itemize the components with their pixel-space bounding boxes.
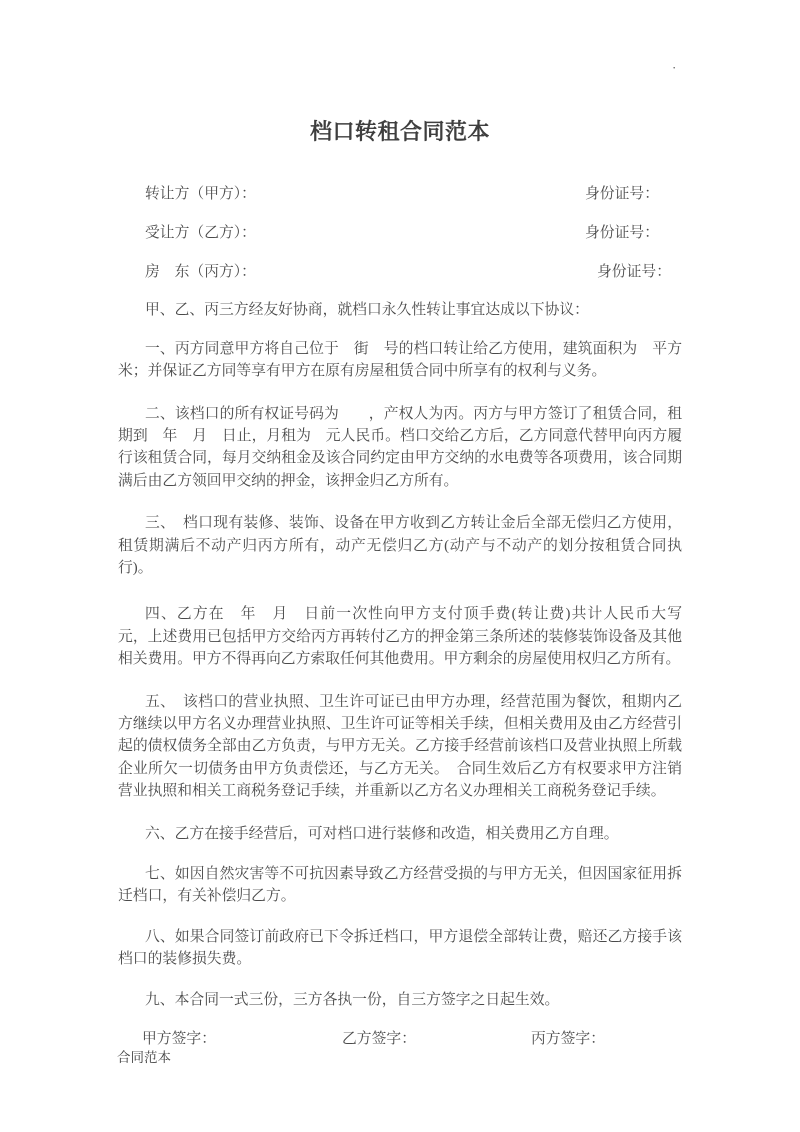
party-b-label: 受让方（乙方）：: [145, 224, 256, 241]
party-b-signature-label: 乙方签字：: [342, 1031, 416, 1048]
party-row-b: [118, 222, 682, 244]
stray-dot-mark: ·: [672, 60, 677, 75]
party-a-signature-label: 甲方签字：: [142, 1031, 216, 1048]
clause-7: 七、如因自然灾害等不可抗因素导致乙方经营受损的与甲方无关，但因国家征用拆迁档口，有关补偿归乙方。: [118, 866, 682, 905]
party-a-label: 转让方（甲方）：: [145, 186, 256, 202]
footer-label: 合同范本: [117, 1050, 171, 1065]
clause-9: 九、本合同一式三份，三方各执一份，自三方签字之日起生效。: [145, 991, 560, 1008]
clause-5: 五、 该档口的营业执照、卫生许可证已由甲方办理，经营范围为餐饮，租期内乙方继续以甲方名义办理营业执照、卫生许可证等相关手续，但相关费用及由乙方经营引起的债权债务全部由乙方负责，与甲方无关。乙方接手经营前该档口及营业执照上所载企业所欠一切债务由甲方负责偿还，与乙方无关。 合同生效后乙方有权要求甲方注销营业执照和相关工商税务登记手续，并重新以乙方名义办理相关工商税务登记手续。: [118, 693, 682, 800]
clause-8: 八、如果合同签订前政府已下令拆迁档口，甲方退偿全部转让费，赔还乙方接手该档口的装修损失费。: [118, 928, 682, 968]
party-c-signature-label: 丙方签字：: [531, 1031, 605, 1048]
party-b-id-number-label: 身份证号：: [585, 224, 659, 241]
signature-row: [118, 1028, 682, 1050]
party-c-id-number-label: 身份证号：: [597, 263, 671, 280]
clause-2: 二、该档口的所有权证号码为 ，产权人为丙。丙方与甲方签订了租赁合同，租期到 年 月 日止，月租为 元人民币。档口交给乙方后，乙方同意代替甲向丙方履行该租赁合同，每月交纳租金及该合同约定由甲方交纳的水电费等各项费用，该合同期满后由乙方领回甲交纳的押金，该押金归乙方所有。: [118, 405, 682, 489]
party-row-a: [118, 183, 682, 205]
clause-6: 六、乙方在接手经营后，可对档口进行装修和改造，相关费用乙方自理。: [145, 825, 619, 842]
document-title: 档口转租合同范本: [309, 120, 490, 145]
clause-4: 四、乙方在 年 月 日前一次性向甲方支付顶手费(转让费)共计人民币大写 元，上述费用已包括甲方交给丙方再转付乙方的押金第三条所述的装修装饰设备及其他相关费用。甲方不得再向乙方索取任何其他费用。甲方剩余的房屋使用权归乙方所有。: [118, 606, 697, 668]
party-a-id-number-label: 身份证号：: [585, 186, 659, 202]
document-content: [118, 0, 697, 1051]
clause-1: 一、丙方同意甲方将自己位于 街 号的档口转让给乙方使用，建筑面积为 平方米；并保证乙方同等享有甲方在原有房屋租赁合同中所享有的权利与义务。: [118, 340, 682, 380]
preamble-paragraph: 甲、乙、丙三方经友好协商，就档口永久性转让事宜达成以下协议：: [145, 302, 589, 319]
party-row-c: [118, 261, 682, 283]
clause-3: 三、 档口现有装修、装饰、设备在甲方收到乙方转让金后全部无偿归乙方使用，租赁期满后不动产归丙方所有，动产无偿归乙方(动产与不动产的划分按租赁合同执行)。: [118, 515, 682, 577]
party-c-label: 房 东（丙方）：: [145, 263, 256, 280]
